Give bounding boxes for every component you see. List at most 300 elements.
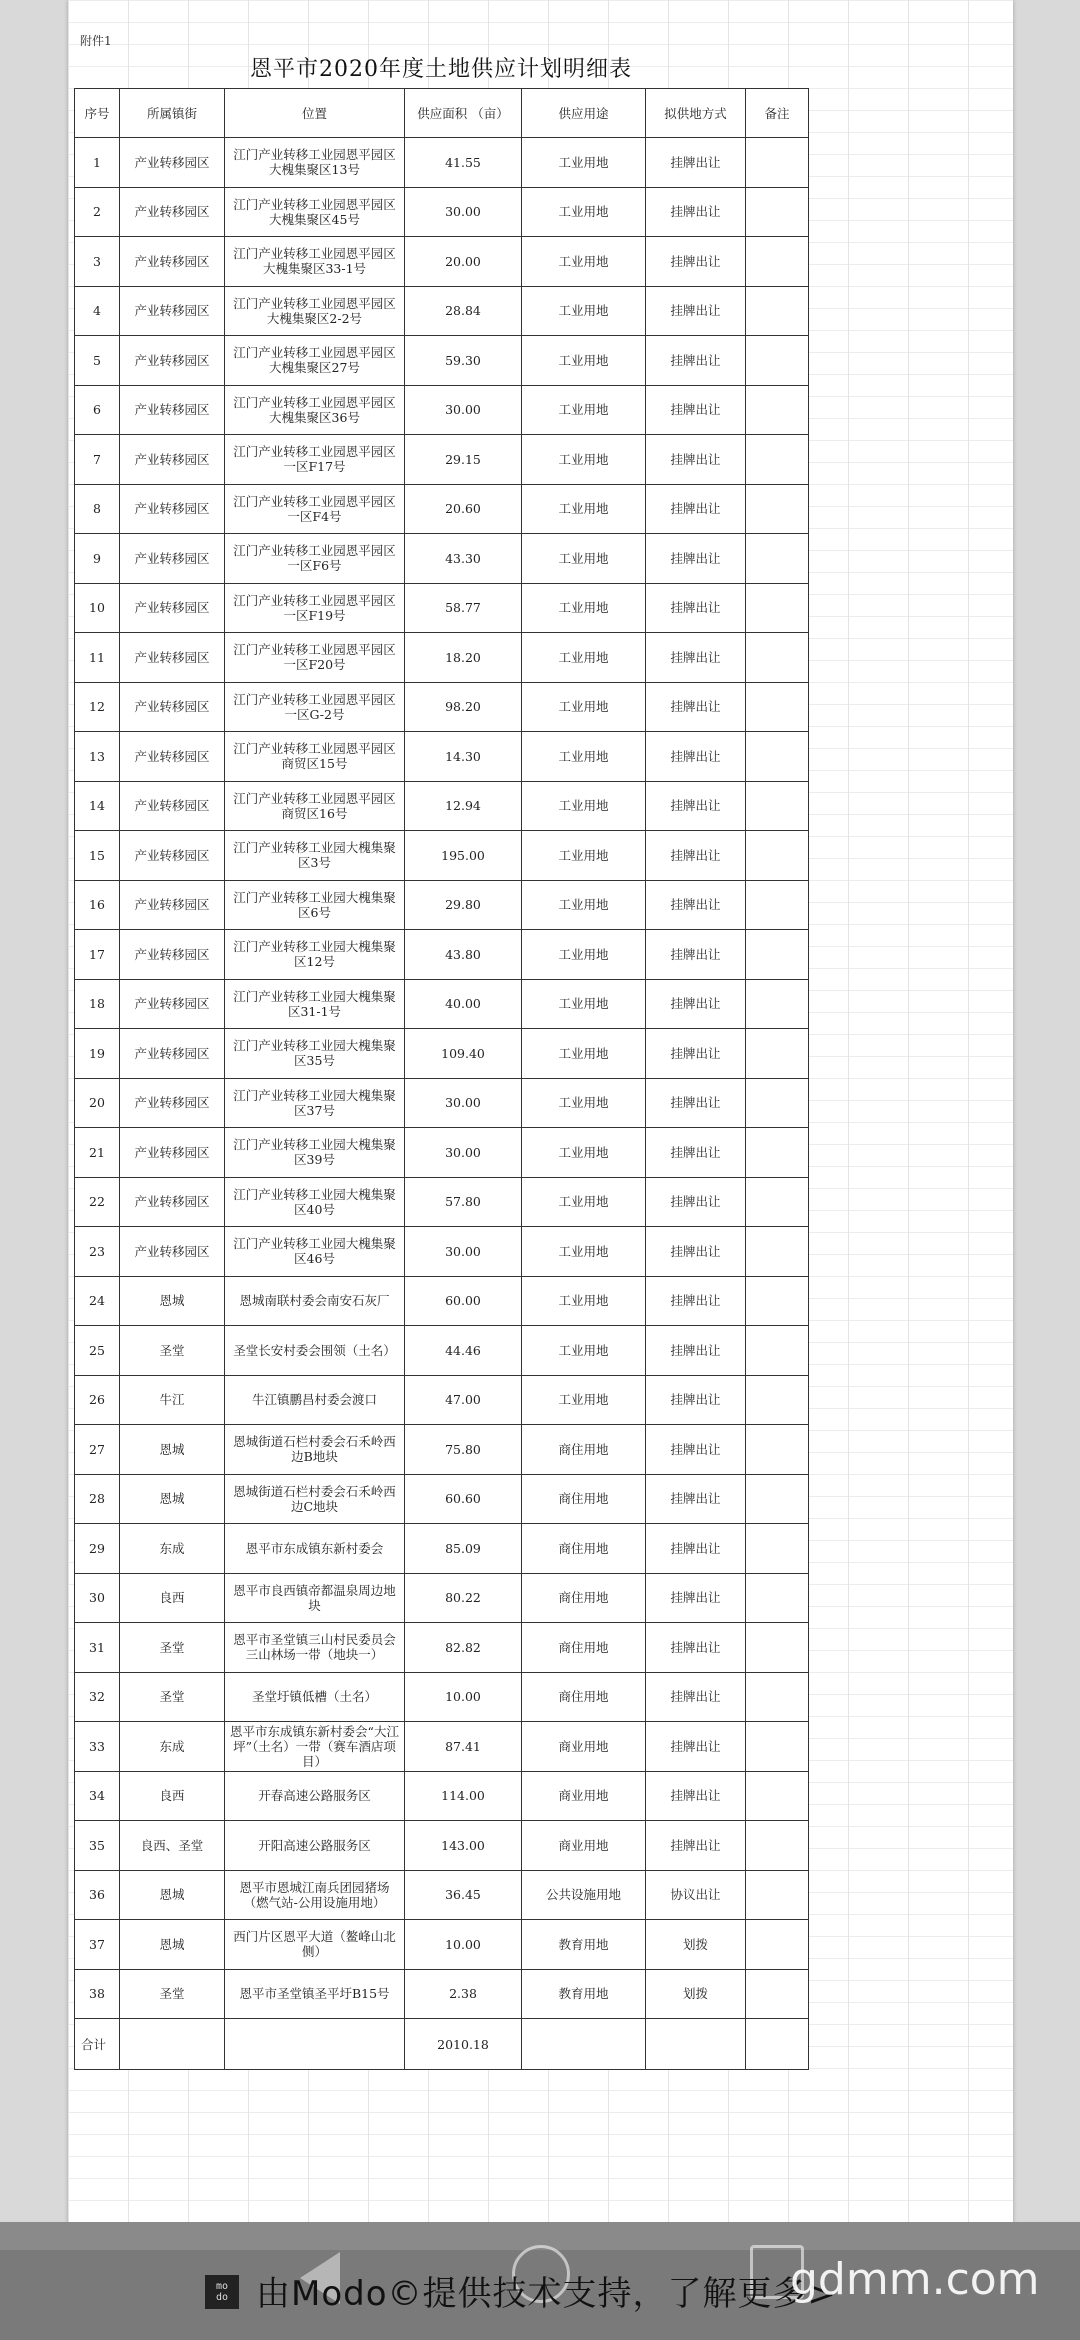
- cell-remarks: [746, 286, 809, 336]
- cell-supply-method: 挂牌出让: [646, 880, 746, 930]
- table-row: [75, 187, 809, 237]
- cell-remarks: [746, 187, 809, 237]
- cell-usage: 工业用地: [522, 583, 646, 633]
- cell-supply-method: 挂牌出让: [646, 1573, 746, 1623]
- table-row: [75, 138, 809, 188]
- cell-supply-method: 挂牌出让: [646, 1524, 746, 1574]
- cell-usage: 商住用地: [522, 1524, 646, 1574]
- cell-location: 江门产业转移工业园大槐集聚区39号: [225, 1128, 405, 1178]
- cell-supply-method: 挂牌出让: [646, 633, 746, 683]
- cell-town: 产业转移园区: [120, 1227, 225, 1277]
- cell-remarks: [746, 583, 809, 633]
- cell-area: 29.15: [405, 435, 522, 485]
- cell-usage: 工业用地: [522, 286, 646, 336]
- cell-area: 28.84: [405, 286, 522, 336]
- cell-usage: 公共设施用地: [522, 1870, 646, 1920]
- cell-usage: 工业用地: [522, 385, 646, 435]
- cell-remarks: [746, 385, 809, 435]
- cell-location: 江门产业转移工业园大槐集聚区40号: [225, 1177, 405, 1227]
- cell-location: 恩城街道石栏村委会石禾岭西边B地块: [225, 1425, 405, 1475]
- table-row: [75, 435, 809, 485]
- cell-remarks: [746, 1029, 809, 1079]
- total-empty-cell: [120, 2019, 225, 2070]
- cell-remarks: [746, 138, 809, 188]
- cell-usage: 工业用地: [522, 1177, 646, 1227]
- cell-supply-method: 挂牌出让: [646, 237, 746, 287]
- header-usage: 供应用途: [522, 89, 646, 138]
- cell-index: 18: [75, 979, 120, 1029]
- cell-index: 27: [75, 1425, 120, 1475]
- cell-remarks: [746, 781, 809, 831]
- cell-location: 恩城南联村委会南安石灰厂: [225, 1276, 405, 1326]
- cell-index: 25: [75, 1326, 120, 1376]
- cell-usage: 工业用地: [522, 336, 646, 386]
- cell-remarks: [746, 1474, 809, 1524]
- cell-area: 14.30: [405, 732, 522, 782]
- cell-index: 17: [75, 930, 120, 980]
- cell-supply-method: 挂牌出让: [646, 979, 746, 1029]
- cell-supply-method: 挂牌出让: [646, 1722, 746, 1772]
- cell-usage: 商业用地: [522, 1821, 646, 1871]
- cell-supply-method: 挂牌出让: [646, 187, 746, 237]
- total-empty-cell: [522, 2019, 646, 2070]
- cell-index: 31: [75, 1623, 120, 1673]
- table-row: [75, 1078, 809, 1128]
- header-location: 位置: [225, 89, 405, 138]
- cell-supply-method: 挂牌出让: [646, 1771, 746, 1821]
- cell-remarks: [746, 682, 809, 732]
- cell-usage: 教育用地: [522, 1969, 646, 2019]
- spreadsheet-page: [68, 0, 1013, 2250]
- cell-index: 33: [75, 1722, 120, 1772]
- cell-remarks: [746, 1425, 809, 1475]
- cell-remarks: [746, 930, 809, 980]
- cell-location: 江门产业转移工业园恩平园区一区F6号: [225, 534, 405, 584]
- cell-area: 29.80: [405, 880, 522, 930]
- cell-location: 开春高速公路服务区: [225, 1771, 405, 1821]
- cell-supply-method: 挂牌出让: [646, 336, 746, 386]
- cell-town: 良西: [120, 1771, 225, 1821]
- cell-town: 恩城: [120, 1474, 225, 1524]
- table-row: [75, 781, 809, 831]
- cell-location: 江门产业转移工业园大槐集聚区37号: [225, 1078, 405, 1128]
- land-supply-table: [74, 88, 809, 2070]
- table-row: [75, 1870, 809, 1920]
- total-label: 合计: [75, 2019, 120, 2070]
- cell-location: 江门产业转移工业园恩平园区大槐集聚区33-1号: [225, 237, 405, 287]
- cell-usage: 工业用地: [522, 534, 646, 584]
- cell-town: 产业转移园区: [120, 682, 225, 732]
- support-link[interactable]: 由Modo©提供技术支持，了解更多>: [256, 2274, 838, 2314]
- cell-remarks: [746, 880, 809, 930]
- cell-area: 195.00: [405, 831, 522, 881]
- cell-town: 产业转移园区: [120, 138, 225, 188]
- cell-index: 34: [75, 1771, 120, 1821]
- cell-supply-method: 挂牌出让: [646, 1474, 746, 1524]
- cell-remarks: [746, 1821, 809, 1871]
- cell-usage: 工业用地: [522, 187, 646, 237]
- cell-area: 18.20: [405, 633, 522, 683]
- cell-index: 4: [75, 286, 120, 336]
- cell-usage: 工业用地: [522, 435, 646, 485]
- cell-remarks: [746, 1722, 809, 1772]
- cell-supply-method: 挂牌出让: [646, 1375, 746, 1425]
- cell-index: 22: [75, 1177, 120, 1227]
- cell-town: 恩城: [120, 1920, 225, 1970]
- cell-location: 江门产业转移工业园恩平园区一区F20号: [225, 633, 405, 683]
- cell-location: 江门产业转移工业园恩平园区商贸区15号: [225, 732, 405, 782]
- page-title: 恩平市2020年度土地供应计划明细表: [250, 57, 632, 82]
- cell-supply-method: 挂牌出让: [646, 1078, 746, 1128]
- table-row: [75, 1969, 809, 2019]
- cell-town: 恩城: [120, 1425, 225, 1475]
- cell-index: 3: [75, 237, 120, 287]
- cell-index: 38: [75, 1969, 120, 2019]
- cell-remarks: [746, 1326, 809, 1376]
- table-row: [75, 1623, 809, 1673]
- cell-location: 江门产业转移工业园恩平园区一区F19号: [225, 583, 405, 633]
- cell-area: 44.46: [405, 1326, 522, 1376]
- cell-usage: 商住用地: [522, 1672, 646, 1722]
- cell-area: 57.80: [405, 1177, 522, 1227]
- cell-usage: 工业用地: [522, 1128, 646, 1178]
- cell-town: 圣堂: [120, 1623, 225, 1673]
- cell-area: 114.00: [405, 1771, 522, 1821]
- table-row: [75, 1474, 809, 1524]
- table-row: [75, 484, 809, 534]
- cell-location: 江门产业转移工业园恩平园区大槐集聚区13号: [225, 138, 405, 188]
- table-row: [75, 583, 809, 633]
- cell-area: 75.80: [405, 1425, 522, 1475]
- total-area: 2010.18: [405, 2019, 522, 2070]
- cell-remarks: [746, 1128, 809, 1178]
- cell-area: 85.09: [405, 1524, 522, 1574]
- cell-location: 江门产业转移工业园恩平园区一区G-2号: [225, 682, 405, 732]
- cell-usage: 工业用地: [522, 732, 646, 782]
- cell-location: 恩平市良西镇帝都温泉周边地块: [225, 1573, 405, 1623]
- cell-area: 30.00: [405, 1227, 522, 1277]
- cell-usage: 工业用地: [522, 979, 646, 1029]
- cell-area: 87.41: [405, 1722, 522, 1772]
- attachment-label: 附件1: [80, 34, 112, 48]
- cell-supply-method: 挂牌出让: [646, 781, 746, 831]
- cell-area: 10.00: [405, 1920, 522, 1970]
- cell-usage: 工业用地: [522, 1326, 646, 1376]
- cell-supply-method: 挂牌出让: [646, 1029, 746, 1079]
- cell-location: 恩平市圣堂镇三山村民委员会三山林场一带（地块一）: [225, 1623, 405, 1673]
- cell-town: 产业转移园区: [120, 534, 225, 584]
- modo-logo-icon: mo do: [205, 2275, 239, 2309]
- cell-town: 产业转移园区: [120, 633, 225, 683]
- cell-supply-method: 挂牌出让: [646, 534, 746, 584]
- cell-index: 7: [75, 435, 120, 485]
- cell-town: 产业转移园区: [120, 385, 225, 435]
- cell-usage: 商业用地: [522, 1722, 646, 1772]
- cell-usage: 商住用地: [522, 1425, 646, 1475]
- table-row: [75, 1326, 809, 1376]
- cell-index: 30: [75, 1573, 120, 1623]
- table-row: [75, 732, 809, 782]
- cell-town: 圣堂: [120, 1672, 225, 1722]
- cell-remarks: [746, 237, 809, 287]
- cell-supply-method: 挂牌出让: [646, 1425, 746, 1475]
- cell-index: 37: [75, 1920, 120, 1970]
- cell-area: 43.30: [405, 534, 522, 584]
- cell-index: 13: [75, 732, 120, 782]
- cell-remarks: [746, 1276, 809, 1326]
- cell-index: 11: [75, 633, 120, 683]
- cell-town: 产业转移园区: [120, 1078, 225, 1128]
- cell-usage: 工业用地: [522, 831, 646, 881]
- cell-area: 12.94: [405, 781, 522, 831]
- table-row: [75, 385, 809, 435]
- cell-remarks: [746, 633, 809, 683]
- cell-area: 40.00: [405, 979, 522, 1029]
- cell-town: 产业转移园区: [120, 286, 225, 336]
- table-row: [75, 286, 809, 336]
- table-row: [75, 1821, 809, 1871]
- cell-index: 16: [75, 880, 120, 930]
- cell-supply-method: 划拨: [646, 1969, 746, 2019]
- cell-remarks: [746, 1227, 809, 1277]
- table-row: [75, 1227, 809, 1277]
- cell-usage: 工业用地: [522, 1276, 646, 1326]
- cell-usage: 教育用地: [522, 1920, 646, 1970]
- cell-usage: 商住用地: [522, 1474, 646, 1524]
- cell-location: 江门产业转移工业园大槐集聚区46号: [225, 1227, 405, 1277]
- cell-location: 江门产业转移工业园大槐集聚区35号: [225, 1029, 405, 1079]
- cell-remarks: [746, 1672, 809, 1722]
- cell-area: 43.80: [405, 930, 522, 980]
- cell-remarks: [746, 484, 809, 534]
- cell-index: 6: [75, 385, 120, 435]
- header-town: 所属镇街: [120, 89, 225, 138]
- cell-location: 江门产业转移工业园恩平园区一区F17号: [225, 435, 405, 485]
- table-body: [75, 138, 809, 2070]
- cell-index: 26: [75, 1375, 120, 1425]
- cell-remarks: [746, 1573, 809, 1623]
- table-row: [75, 979, 809, 1029]
- cell-usage: 工业用地: [522, 237, 646, 287]
- cell-supply-method: 挂牌出让: [646, 682, 746, 732]
- cell-area: 60.00: [405, 1276, 522, 1326]
- cell-index: 35: [75, 1821, 120, 1871]
- cell-index: 1: [75, 138, 120, 188]
- table-row: [75, 1128, 809, 1178]
- cell-location: 江门产业转移工业园恩平园区大槐集聚区2-2号: [225, 286, 405, 336]
- cell-remarks: [746, 1870, 809, 1920]
- cell-supply-method: 挂牌出让: [646, 1227, 746, 1277]
- total-empty-cell: [646, 2019, 746, 2070]
- table-row: [75, 1771, 809, 1821]
- table-row: [75, 336, 809, 386]
- cell-supply-method: 挂牌出让: [646, 1276, 746, 1326]
- header-area: 供应面积 （亩）: [405, 89, 522, 138]
- cell-usage: 工业用地: [522, 484, 646, 534]
- table-row: [75, 1029, 809, 1079]
- cell-location: 江门产业转移工业园恩平园区一区F4号: [225, 484, 405, 534]
- cell-area: 109.40: [405, 1029, 522, 1079]
- table-row: [75, 1573, 809, 1623]
- cell-remarks: [746, 1771, 809, 1821]
- cell-location: 江门产业转移工业园恩平园区大槐集聚区36号: [225, 385, 405, 435]
- cell-usage: 工业用地: [522, 1375, 646, 1425]
- cell-supply-method: 挂牌出让: [646, 732, 746, 782]
- cell-location: 江门产业转移工业园大槐集聚区12号: [225, 930, 405, 980]
- cell-town: 产业转移园区: [120, 930, 225, 980]
- cell-index: 5: [75, 336, 120, 386]
- cell-usage: 工业用地: [522, 880, 646, 930]
- cell-town: 产业转移园区: [120, 831, 225, 881]
- cell-supply-method: 划拨: [646, 1920, 746, 1970]
- cell-supply-method: 挂牌出让: [646, 583, 746, 633]
- cell-usage: 工业用地: [522, 138, 646, 188]
- cell-area: 20.00: [405, 237, 522, 287]
- cell-index: 20: [75, 1078, 120, 1128]
- table-row: [75, 237, 809, 287]
- header-index: 序号: [75, 89, 120, 138]
- cell-location: 恩平市东成镇东新村委会: [225, 1524, 405, 1574]
- table-row: [75, 1672, 809, 1722]
- table-row: [75, 831, 809, 881]
- cell-location: 西门片区恩平大道（鳌峰山北侧）: [225, 1920, 405, 1970]
- cell-remarks: [746, 1920, 809, 1970]
- cell-supply-method: 挂牌出让: [646, 286, 746, 336]
- total-row: [75, 2019, 809, 2070]
- cell-supply-method: 挂牌出让: [646, 1128, 746, 1178]
- cell-area: 58.77: [405, 583, 522, 633]
- cell-usage: 工业用地: [522, 1227, 646, 1277]
- site-watermark: gdmm.com: [790, 2254, 1040, 2305]
- cell-area: 143.00: [405, 1821, 522, 1871]
- table-row: [75, 682, 809, 732]
- cell-town: 产业转移园区: [120, 1177, 225, 1227]
- cell-area: 80.22: [405, 1573, 522, 1623]
- header-supply-method: 拟供地方式: [646, 89, 746, 138]
- cell-town: 产业转移园区: [120, 237, 225, 287]
- cell-area: 20.60: [405, 484, 522, 534]
- cell-supply-method: 挂牌出让: [646, 1623, 746, 1673]
- cell-remarks: [746, 336, 809, 386]
- cell-area: 2.38: [405, 1969, 522, 2019]
- cell-usage: 工业用地: [522, 682, 646, 732]
- cell-location: 江门产业转移工业园恩平园区大槐集聚区45号: [225, 187, 405, 237]
- cell-supply-method: 挂牌出让: [646, 1177, 746, 1227]
- cell-usage: 工业用地: [522, 633, 646, 683]
- cell-town: 良西: [120, 1573, 225, 1623]
- cell-location: 圣堂圩镇低槽（土名）: [225, 1672, 405, 1722]
- total-empty-cell: [225, 2019, 405, 2070]
- cell-area: 60.60: [405, 1474, 522, 1524]
- total-empty-cell: [746, 2019, 809, 2070]
- cell-index: 9: [75, 534, 120, 584]
- table-row: [75, 1177, 809, 1227]
- cell-remarks: [746, 1177, 809, 1227]
- cell-area: 41.55: [405, 138, 522, 188]
- cell-usage: 商住用地: [522, 1623, 646, 1673]
- table-row: [75, 1920, 809, 1970]
- cell-area: 47.00: [405, 1375, 522, 1425]
- cell-supply-method: 协议出让: [646, 1870, 746, 1920]
- cell-supply-method: 挂牌出让: [646, 435, 746, 485]
- cell-remarks: [746, 732, 809, 782]
- cell-index: 28: [75, 1474, 120, 1524]
- cell-town: 产业转移园区: [120, 979, 225, 1029]
- cell-location: 恩平市恩城江南兵团园猪场（燃气站-公用设施用地）: [225, 1870, 405, 1920]
- table-row: [75, 534, 809, 584]
- cell-index: 19: [75, 1029, 120, 1079]
- cell-usage: 商业用地: [522, 1771, 646, 1821]
- cell-area: 30.00: [405, 1128, 522, 1178]
- table-row: [75, 1425, 809, 1475]
- cell-area: 59.30: [405, 336, 522, 386]
- cell-index: 8: [75, 484, 120, 534]
- cell-supply-method: 挂牌出让: [646, 1821, 746, 1871]
- cell-index: 29: [75, 1524, 120, 1574]
- cell-index: 10: [75, 583, 120, 633]
- cell-town: 圣堂: [120, 1969, 225, 2019]
- cell-location: 江门产业转移工业园大槐集聚区6号: [225, 880, 405, 930]
- cell-location: 江门产业转移工业园恩平园区大槐集聚区27号: [225, 336, 405, 386]
- table-row: [75, 1375, 809, 1425]
- cell-index: 2: [75, 187, 120, 237]
- cell-supply-method: 挂牌出让: [646, 138, 746, 188]
- cell-supply-method: 挂牌出让: [646, 930, 746, 980]
- cell-usage: 工业用地: [522, 930, 646, 980]
- cell-town: 产业转移园区: [120, 781, 225, 831]
- cell-town: 产业转移园区: [120, 435, 225, 485]
- cell-remarks: [746, 534, 809, 584]
- cell-town: 产业转移园区: [120, 732, 225, 782]
- cell-index: 32: [75, 1672, 120, 1722]
- table-row: [75, 1524, 809, 1574]
- cell-town: 圣堂: [120, 1326, 225, 1376]
- cell-remarks: [746, 979, 809, 1029]
- cell-town: 恩城: [120, 1276, 225, 1326]
- cell-supply-method: 挂牌出让: [646, 385, 746, 435]
- cell-supply-method: 挂牌出让: [646, 1326, 746, 1376]
- cell-index: 24: [75, 1276, 120, 1326]
- cell-town: 恩城: [120, 1870, 225, 1920]
- header-remarks: 备注: [746, 89, 809, 138]
- cell-location: 恩平市圣堂镇圣平圩B15号: [225, 1969, 405, 2019]
- cell-location: 牛江镇鹏昌村委会渡口: [225, 1375, 405, 1425]
- cell-town: 东成: [120, 1722, 225, 1772]
- cell-location: 开阳高速公路服务区: [225, 1821, 405, 1871]
- cell-town: 牛江: [120, 1375, 225, 1425]
- cell-location: 恩平市东成镇东新村委会“大江坪”（土名）一带（赛车酒店项目）: [225, 1722, 405, 1772]
- cell-area: 98.20: [405, 682, 522, 732]
- cell-index: 15: [75, 831, 120, 881]
- cell-town: 产业转移园区: [120, 336, 225, 386]
- cell-usage: 工业用地: [522, 1029, 646, 1079]
- cell-remarks: [746, 1524, 809, 1574]
- cell-town: 产业转移园区: [120, 187, 225, 237]
- cell-town: 良西、圣堂: [120, 1821, 225, 1871]
- cell-town: 产业转移园区: [120, 484, 225, 534]
- cell-remarks: [746, 831, 809, 881]
- cell-town: 产业转移园区: [120, 1128, 225, 1178]
- cell-usage: 商住用地: [522, 1573, 646, 1623]
- table-header-row: [75, 89, 809, 138]
- cell-usage: 工业用地: [522, 1078, 646, 1128]
- cell-location: 恩城街道石栏村委会石禾岭西边C地块: [225, 1474, 405, 1524]
- cell-index: 14: [75, 781, 120, 831]
- cell-location: 江门产业转移工业园恩平园区商贸区16号: [225, 781, 405, 831]
- table-row: [75, 930, 809, 980]
- cell-location: 江门产业转移工业园大槐集聚区3号: [225, 831, 405, 881]
- cell-supply-method: 挂牌出让: [646, 484, 746, 534]
